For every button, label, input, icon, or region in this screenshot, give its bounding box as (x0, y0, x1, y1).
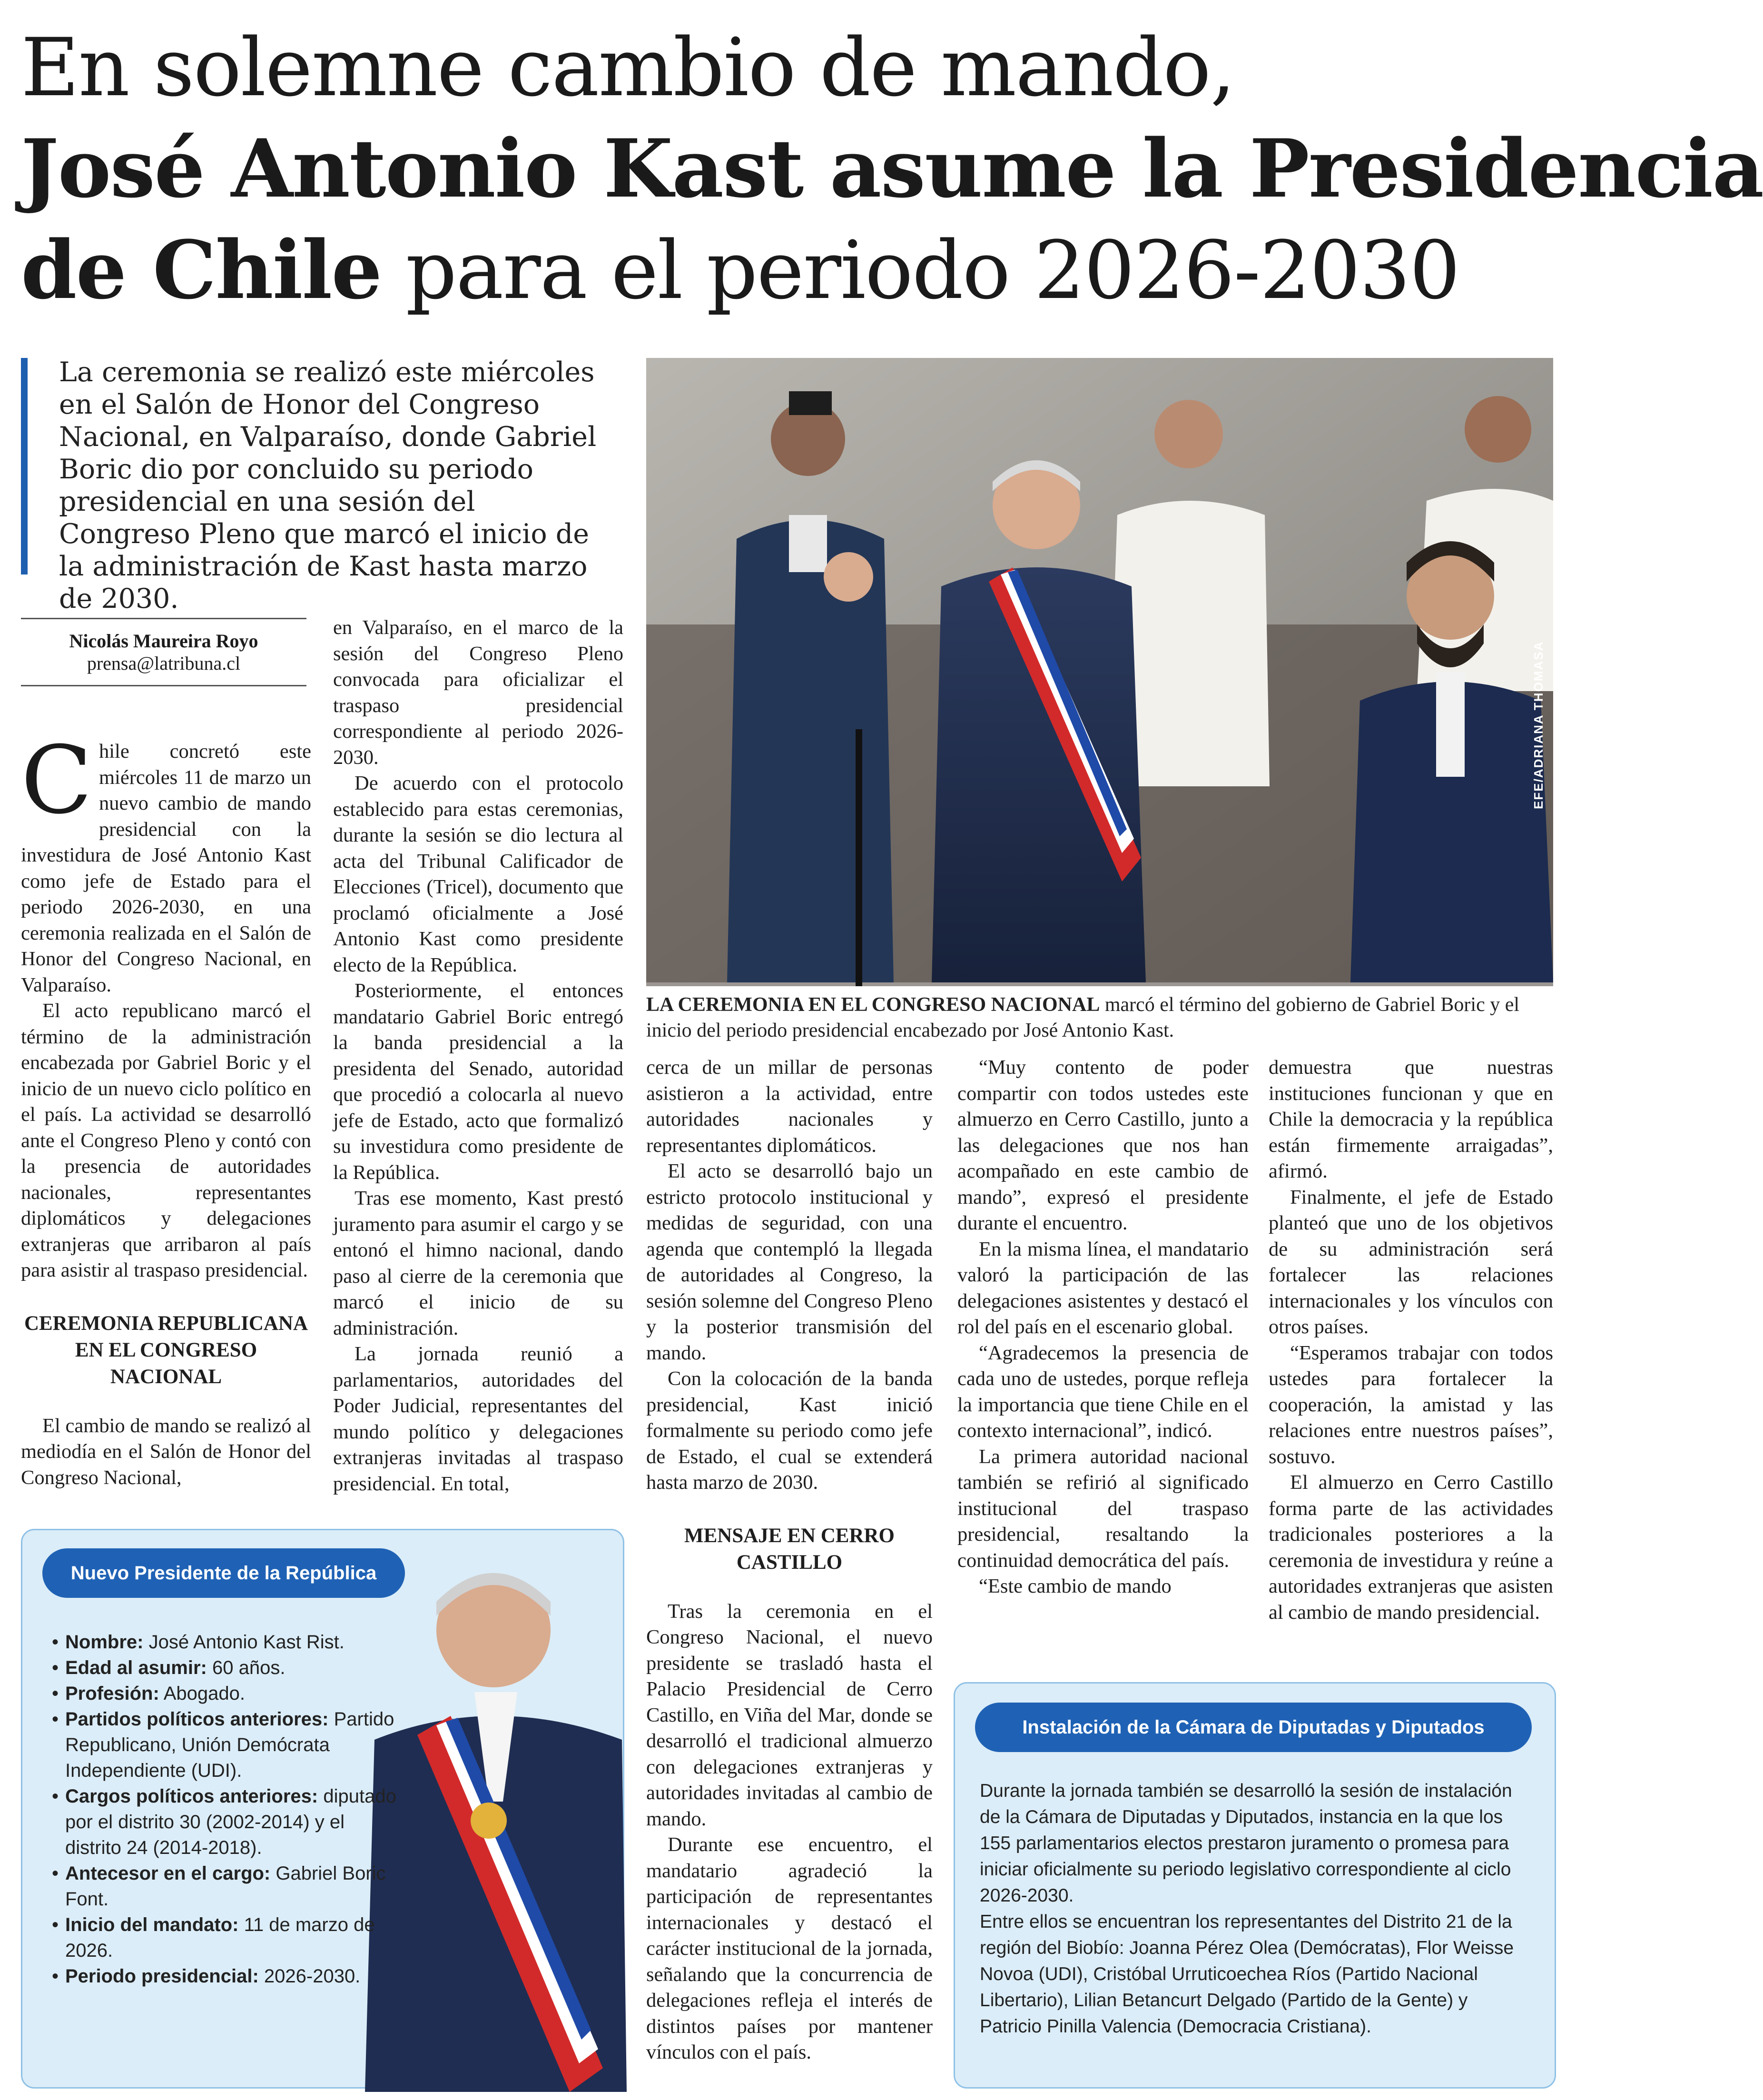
article-paragraph: Tras la ceremonia en el Congreso Nacional, el nuevo presidente se trasladó hasta el Palacio Presidencial de Cerro Castillo, en Viña del Mar, donde se desarrolló el tradicional almuerzo con delegaciones extranjeras y autoridades invitadas al cambio de mando. (646, 1600, 933, 1830)
article-paragraph: “Muy contento de poder compartir con todos ustedes este almuerzo en Cerro Castillo, junto a las delegaciones que nos han acompañado en este cambio de mando”, expresó el presidente durante el encuentro. (957, 1056, 1249, 1234)
byline-rule-top (21, 618, 306, 619)
camara-box-title: Instalación de la Cámara de Diputadas y Diputados (975, 1703, 1532, 1752)
article-column-1 (21, 726, 311, 1491)
article-paragraph: La primera autoridad nacional también se refirió al significado institucional del traspaso presidencial, resaltando la continuidad democrática del país. (957, 1445, 1249, 1572)
article-paragraph: “Este cambio de mando (979, 1575, 1172, 1597)
byline (21, 618, 306, 686)
article-column-5 (1269, 1055, 1553, 1625)
article-paragraph: en Valparaíso, en el marco de la sesión del Congreso Pleno convocada para oficializar el traspaso presidencial correspondiente al periodo 2026-2030. (333, 616, 623, 769)
article-paragraph: El acto se desarrolló bajo un estricto protocolo institucional y medidas de seguridad, con una agenda que contempló la llegada de autoridades al Congreso, la sesión solemne del Congreso Pleno y la posterior transmisión del mando. (646, 1160, 933, 1364)
president-facts-list (52, 1629, 398, 1989)
camara-box-text (980, 1778, 1533, 2040)
camara-info-box (954, 1682, 1556, 2089)
lead-accent-bar (21, 358, 28, 575)
article-paragraph: En la misma línea, el mandatario valoró la participación de las delegaciones asistentes y destacó el rol del país en el escenario global. (957, 1238, 1249, 1338)
byline-rule-bottom (21, 685, 306, 686)
article-paragraph: El acto republicano marcó el término de la administración encabezada por Gabriel Boric y el inicio de un nuevo ciclo político en el país. La actividad se desarrolló ante el Congreso Pleno y contó con la presencia de autoridades nacionales, representantes diplomáticos y delegaciones extranjeras que arribaron al país para asistir al traspaso presidencial. (21, 1000, 311, 1281)
info-box-title: Nuevo Presidente de la República (42, 1548, 405, 1598)
fact-item: • Periodo presidencial: 2026-2030. (65, 1963, 398, 1989)
article-column-4 (957, 1055, 1249, 1600)
lead-paragraph: La ceremonia se realizó este miércoles en el Salón de Honor del Congreso Nacional, en Valparaíso, donde Gabriel Boric dio por concluido su periodo presidencial en una sesión del Congreso Pleno que marcó el inicio de la administración de Kast hasta marzo de 2030. (59, 357, 597, 614)
camara-paragraph-1: Durante la jornada también se desarrolló la sesión de instalación de la Cámara de Diputadas y Diputados, instancia en la que los 155 parlamentarios electos prestaron juramento o promesa para iniciar oficialmente su periodo legislativo correspondiente al ciclo 2026-2030. (980, 1781, 1512, 1906)
fact-item: • Edad al asumir: 60 años. (65, 1655, 398, 1681)
article-paragraph: Finalmente, el jefe de Estado planteó que uno de los objetivos de su administración será fortalecer las relaciones internacionales y los vínculos con otros países. (1269, 1186, 1553, 1338)
headline-line-1: En solemne cambio de mando, (21, 21, 1235, 114)
section-subhead: MENSAJE EN CERRO CASTILLO (684, 1524, 895, 1574)
president-info-box (21, 1529, 624, 2089)
ceremony-photo (646, 358, 1553, 982)
ceremony-photo-illustration (646, 358, 1553, 982)
fact-item: • Nombre: José Antonio Kast Rist. (65, 1629, 398, 1655)
article-column-3 (646, 1055, 933, 2066)
fact-item: • Antecesor en el cargo: Gabriel Boric Font. (65, 1861, 398, 1912)
fact-item: • Cargos políticos anteriores: diputado por el distrito 30 (2002-2014) y el distrito 24 (2014-2018). (65, 1783, 398, 1861)
article-paragraph: De acuerdo con el protocolo establecido para estas ceremonias, durante la sesión se dio lectura al acta del Tribunal Calificador de Elecciones (Tricel), documento que proclamó oficialmente a José Antonio Kast como presidente electo de la República. (333, 772, 623, 976)
article-paragraph: demuestra que nuestras instituciones funcionan y que en Chile la democracia y la república están firmemente arraigadas”, afirmó. (1269, 1056, 1553, 1182)
article-column-2 (333, 615, 623, 1497)
photo-caption: LA CEREMONIA EN EL CONGRESO NACIONAL marcó el término del gobierno de Gabriel Boric y el inicio del periodo presidencial encabezado por José Antonio Kast. (646, 994, 1520, 1041)
headline (21, 17, 1763, 321)
camara-paragraph-2: Entre ellos se encuentran los representantes del Distrito 21 de la región del Biobío: Joanna Pérez Olea (Demócratas), Flor Weisse Novoa (UDI), Cristóbal Urruticoechea Ríos (Partido Nacional Libertario), Lilian Betancurt Delgado (Partido de la Gente) y Patricio Pinilla Valencia (Democracia Cristiana). (980, 1912, 1514, 2037)
article-paragraph: “Agradecemos la presencia de cada uno de ustedes, porque refleja la importancia que tiene Chile en el contexto internacional”, indicó. (957, 1341, 1249, 1442)
article-paragraph: Chile concretó este miércoles 11 de marzo un nuevo cambio de mando presidencial con la investidura de José Antonio Kast como jefe de Estado para el periodo 2026-2030, en una ceremonia realizada en el Salón de Honor del Congreso Nacional, en Valparaíso. (21, 726, 311, 996)
article-paragraph: Durante ese encuentro, el mandatario agradeció la participación de representantes internacionales y destacó el carácter institucional de la jornada, señalando que la concurrencia de delegaciones refleja el interés de distintos países por mantener vínculos con el país. (646, 1833, 933, 2063)
photo-credit: EFE/ADRIANA THOMASA (1531, 641, 1546, 809)
author-name: Nicolás Maureira Royo (69, 630, 258, 652)
article-paragraph: “Esperamos trabajar con todos ustedes para fortalecer la cooperación, la amistad y las relaciones entre nuestros países”, sostuvo. (1269, 1341, 1553, 1468)
article-paragraph: cerca de un millar de personas asistieron a la actividad, entre autoridades nacionales y representantes diplomáticos. (646, 1056, 933, 1157)
article-paragraph: Posteriormente, el entonces mandatario Gabriel Boric entregó la banda presidencial a la presidenta del Senado, autoridad que procedió a colocarla al nuevo jefe de Estado, acto que formalizó su investidura como presidente de la República. (333, 980, 623, 1184)
drop-cap: C (21, 726, 92, 835)
fact-item: • Profesión: Abogado. (65, 1681, 398, 1706)
headline-line-3: de Chile para el periodo 2026-2030 (21, 223, 1459, 317)
author-email: prensa@latribuna.cl (87, 653, 241, 674)
article-paragraph: La jornada reunió a parlamentarios, autoridades del Poder Judicial, representantes del mundo político y delegaciones extranjeras invitadas al traspaso presidencial. En total, (333, 1343, 623, 1495)
article-paragraph: Tras ese momento, Kast prestó juramento para asumir el cargo y se entonó el himno nacional, dando paso al cierre de la ceremonia que marcó el inicio de su administración. (333, 1187, 623, 1339)
article-paragraph: El cambio de mando se realizó al mediodía en el Salón de Honor del Congreso Nacional, (21, 1414, 311, 1489)
article-paragraph: El almuerzo en Cerro Castillo forma parte de las actividades tradicionales posteriores a la ceremonia de investidura y reúne a autoridades extranjeras que asisten al cambio de mando presidencial. (1269, 1471, 1553, 1624)
fact-item: • Inicio del mandato: 11 de marzo de 2026. (65, 1912, 398, 1963)
article-paragraph: Con la colocación de la banda presidencial, Kast inició formalmente su periodo como jefe de Estado, el cual se extenderá hasta marzo de 2030. (646, 1367, 933, 1494)
section-subhead: CEREMONIA REPUBLICANA EN EL CONGRESO NACIONAL (24, 1312, 308, 1388)
headline-line-2: José Antonio Kast asume la Presidencia (21, 121, 1763, 216)
fact-item: • Partidos políticos anteriores: Partido Republicano, Unión Demócrata Independiente (UDI). (65, 1706, 398, 1783)
